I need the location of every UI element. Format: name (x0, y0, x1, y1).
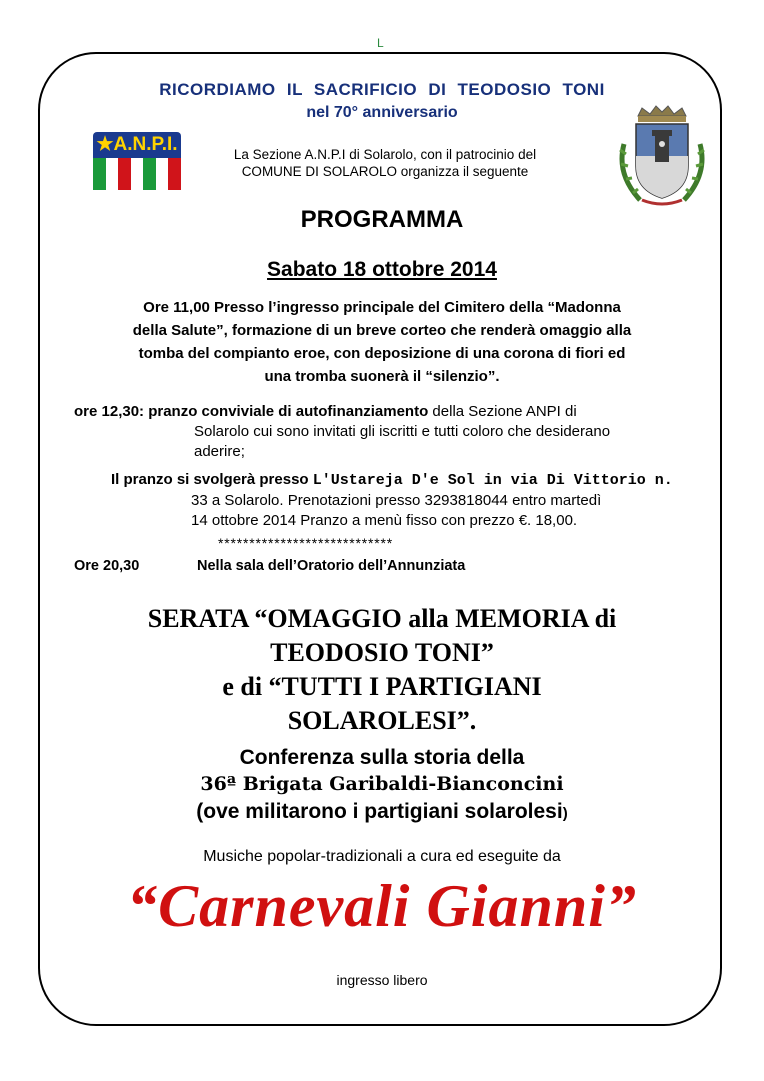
brigade-name: 36ª Brigata Garibaldi-Bianconcini (200, 773, 564, 795)
music-note: Musiche popolar-tradizionali a cura ed eseguite da (203, 848, 561, 865)
conference-line: (ove militarono i partigiani solarolesi (196, 800, 563, 823)
conference (0, 744, 764, 827)
intro-line: COMUNE DI SOLAROLO organizza il seguente (241, 164, 529, 179)
page-title: RICORDIAMO IL SACRIFICIO DI TEODOSIO TONI (159, 80, 605, 99)
intro-line: La Sezione A.N.P.I di Solarolo, con il patrocinio del (233, 147, 537, 162)
lunch-location-line: 33 a Solarolo. Prenotazioni presso 3293818044 entro martedì (191, 492, 602, 509)
event-date: Sabato 18 ottobre 2014 (267, 258, 497, 281)
star-separator: **************************** (218, 535, 393, 551)
tricolor-flag (93, 158, 181, 190)
serata-line: SERATA “OMAGGIO alla MEMORIA di (147, 604, 617, 633)
lunch-location-intro: Il pranzo si svolgerà presso (111, 471, 313, 488)
restaurant-name: L'Ustareja D'e Sol in via Di Vittorio n. (312, 472, 673, 489)
lunch-location (111, 470, 711, 531)
lunch-text: della Sezione ANPI di (428, 403, 577, 420)
morning-event (86, 296, 678, 388)
morning-event-line: Ore 11,00 Presso l’ingresso principale del Cimitero della “Madonna (143, 299, 621, 316)
lunch-event (74, 402, 699, 462)
morning-event-line: della Salute”, formazione di un breve corteo che renderà omaggio alla (132, 322, 632, 339)
anpi-logo-text: ★A.N.P.I. (93, 132, 181, 158)
free-entry: ingresso libero (336, 972, 428, 988)
serata-line: SOLAROLESI”. (287, 706, 477, 735)
closing-paren: ) (562, 805, 568, 822)
corner-mark: L (377, 36, 384, 50)
evening-time: Ore 20,30 (74, 558, 140, 574)
anpi-logo (93, 132, 181, 190)
lunch-text-line: Solarolo cui sono invitati gli iscritti e tutti coloro che desiderano (194, 423, 611, 440)
page-subtitle: nel 70° anniversario (306, 104, 458, 121)
conference-line: Conferenza sulla storia della (239, 746, 525, 769)
morning-event-line: una tromba suonerà il “silenzio”. (264, 368, 500, 385)
solarolo-coat-of-arms (612, 104, 712, 212)
morning-event-line: tomba del compianto eroe, con deposizione di una corona di fiori ed (138, 345, 626, 362)
lunch-location-line: 14 ottobre 2014 Pranzo a menù fisso con prezzo €. 18,00. (191, 512, 578, 529)
lunch-time: ore 12,30: pranzo conviviale di autofinanziamento (74, 403, 429, 420)
serata-title (0, 602, 764, 738)
programma-heading: PROGRAMMA (300, 206, 464, 233)
intro-text (190, 146, 580, 180)
serata-line: TEODOSIO TONI” (270, 638, 494, 667)
serata-line: e di “TUTTI I PARTIGIANI (222, 672, 542, 701)
performer-name: “Carnevali Gianni” (127, 873, 637, 939)
lunch-text-line: aderire; (194, 443, 245, 460)
evening-place: Nella sala dell’Oratorio dell’Annunziata (197, 558, 466, 574)
